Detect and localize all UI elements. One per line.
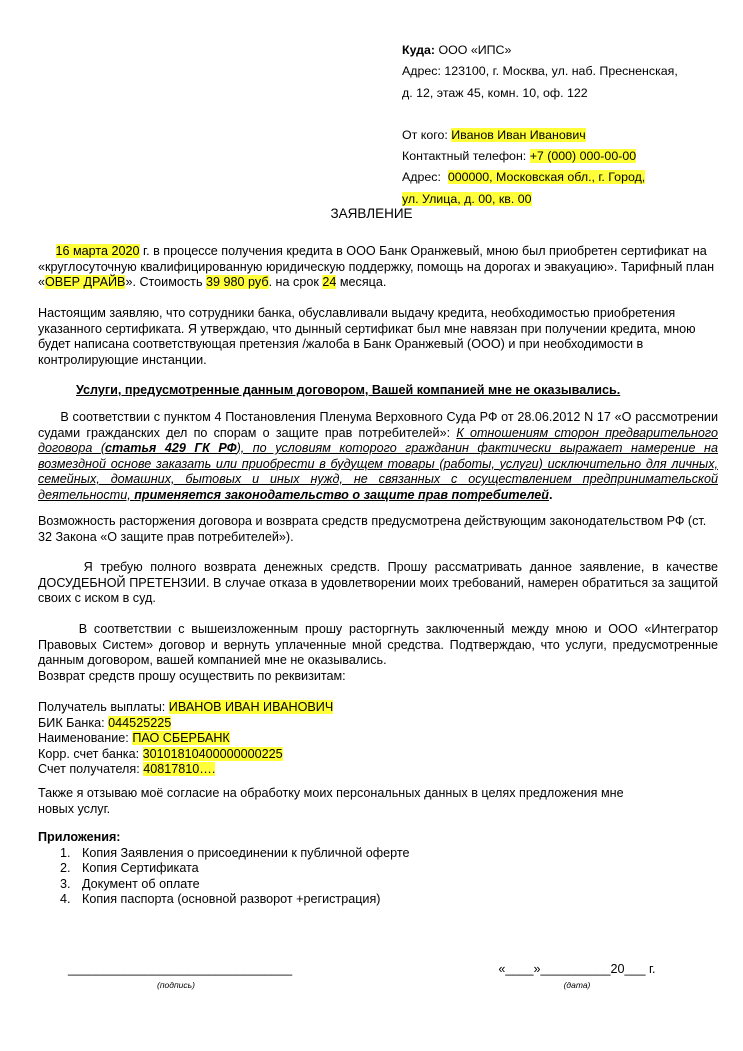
paragraph-law [38, 410, 718, 503]
sender-address-value-1: 000000, Московская обл., г. Город, [447, 170, 646, 185]
bank-name-line [38, 731, 718, 747]
attachment-item: 2. Копия Сертификата [74, 861, 718, 877]
date-field [492, 962, 662, 993]
from-name: Иванов Иван Иванович [451, 127, 586, 142]
services-heading-text: Услуги, предусмотренные данным договором, Вашей компанией мне не оказывались. [76, 383, 621, 397]
account-value: 40817810…. [143, 762, 216, 776]
payee-value: ИВАНОВ ИВАН ИВАНОВИЧ [168, 700, 334, 714]
cost-value: 39 980 руб [206, 275, 269, 289]
attachments-heading: Приложения: [38, 830, 121, 844]
claim-text: Я требую полного возврата денежных средств. Прошу рассматривать данное заявление, в качестве ДОСУДЕБНОЙ ПРЕТЕНЗИИ. В случае отказа в удовлетворении моих требований, намерен обратиться за защитой своих с иском в суд. [38, 560, 719, 605]
date-caption: (дата) [563, 979, 591, 990]
paragraph-claim [38, 560, 718, 607]
paragraph-consent: Также я отзываю моё согласие на обработку моих персональных данных в целях предложения мне новых услуг. [38, 786, 624, 816]
bik-label: БИК Банка: [38, 715, 109, 730]
address-block [402, 40, 702, 210]
purchase-text-3: . на срок [268, 275, 323, 289]
attachment-item: 4. Копия паспорта (основной разворот +регистрация) [74, 892, 718, 908]
refund-intro: Возврат средств прошу осуществить по реквизитам: [38, 669, 346, 683]
phone-value: +7 (000) 000-00-00 [529, 149, 637, 164]
attachment-item: 3. Документ об оплате [74, 877, 718, 893]
paragraph-request [38, 622, 718, 669]
paragraph-imposed: Настоящим заявляю, что сотрудники банка, обуславливали выдачу кредита, необходимостью приобретения указанного сертификата. Я утверждаю, что дынный сертификат был мне навязан при получении кредита, мною будет написана соответствующая претензия /жалоба в Банк Оранжевый (ООО) и при необходимости в контролирующие инстанции. [38, 306, 696, 367]
bik-line [38, 716, 718, 732]
bik-value: 044525225 [108, 715, 172, 730]
phone-label: Контактный телефон: [402, 149, 527, 164]
to-value: ООО «ИПС» [438, 43, 512, 57]
law-conclusion: применяется законодательство о защите прав потребителей [134, 487, 549, 502]
payee-line [38, 700, 718, 716]
payee-label: Получатель выплаты: [38, 700, 169, 714]
document-title: ЗАЯВЛЕНИЕ [330, 206, 413, 221]
signature-caption: (подпись) [157, 979, 195, 990]
account-label: Счет получателя: [38, 762, 144, 776]
attachments-list [38, 846, 718, 908]
law-text: В соответствии с пунктом 4 Постановления Пленума Верховного Суда РФ от 28.06.2012 N 17 «О рассмотрении судами гражданских дел по спорам о защите прав потребителей»: [38, 410, 718, 440]
to-label: Куда: [402, 43, 436, 57]
date-line: «____»__________20___ г. [498, 962, 656, 976]
signature-line: ________________________________ [68, 962, 293, 976]
bank-name-label: Наименование: [38, 731, 133, 745]
law-quote-1: К отношениям сторон предварительного договора ( [38, 425, 718, 455]
recipient-address-1: Адрес: 123100, г. Москва, ул. наб. Пресненская, [402, 64, 678, 79]
sender-address-line [402, 167, 702, 188]
recipient-address-2: д. 12, этаж 45, комн. 10, оф. 122 [402, 85, 588, 100]
sender-address-value-2: ул. Улица, д. 00, кв. 00 [402, 191, 532, 206]
purchase-text-2: ». Стоимость [125, 275, 207, 289]
purchase-text-1: г. в процессе получения кредита в ООО Банк Оранжевый, мною был приобретен сертификат на «круглосуточную квалифицированную юридическую поддержку, помощь на дорогах и эвакуацию». Тарифный план « [38, 244, 715, 289]
paragraph-purchase [38, 244, 718, 291]
law-article: статья 429 ГК РФ [105, 441, 237, 455]
bank-name-value: ПАО СБЕРБАНК [132, 731, 230, 745]
recipient-line [402, 40, 702, 61]
corr-account-line [38, 747, 718, 763]
purchase-date: 16 марта 2020 [55, 244, 140, 258]
phone-line [402, 146, 702, 167]
term-value: 24 [322, 275, 337, 289]
paragraph-termination: Возможность расторжения договора и возврата средств предусмотрена действующим законодательством РФ (ст. 32 Закона «О защите прав потребителей»). [38, 514, 707, 544]
corr-account-label: Корр. счет банка: [38, 746, 143, 761]
signature-field [68, 962, 293, 993]
law-end: . [548, 487, 553, 502]
bank-details [38, 700, 718, 778]
tariff-plan: ОВЕР ДРАЙВ [45, 275, 126, 289]
sender-address-label: Адрес: [402, 170, 441, 185]
request-text: В соответствии с вышеизложенным прошу расторгнуть заключенный между мною и ООО «Интегратор Правовых Систем» договор и вернуть уплаченные мной средства. Подтверждаю, что услуги, предусмотренные данным договором, вашей компанией мне не оказывались. [38, 622, 719, 667]
attachment-item: 1. Копия Заявления о присоединении к публичной оферте [74, 846, 718, 862]
law-quote-2: ), по условиям которого гражданин фактически выражает намерение на возмездной основе заказать или приобрести в будущем товары (работы, услуги) исключительно для личных, семейных, домашних, бытовых и иных нужд, не связанных с осуществлением предпринимательской деятельности, [38, 441, 718, 502]
sender-line [402, 125, 702, 146]
from-label: От кого: [402, 127, 448, 142]
attachments [38, 830, 718, 908]
corr-account-value: 30101810400000000225 [142, 746, 283, 761]
purchase-text-4: месяца. [336, 275, 387, 289]
services-heading [76, 383, 716, 399]
account-line [38, 762, 718, 778]
